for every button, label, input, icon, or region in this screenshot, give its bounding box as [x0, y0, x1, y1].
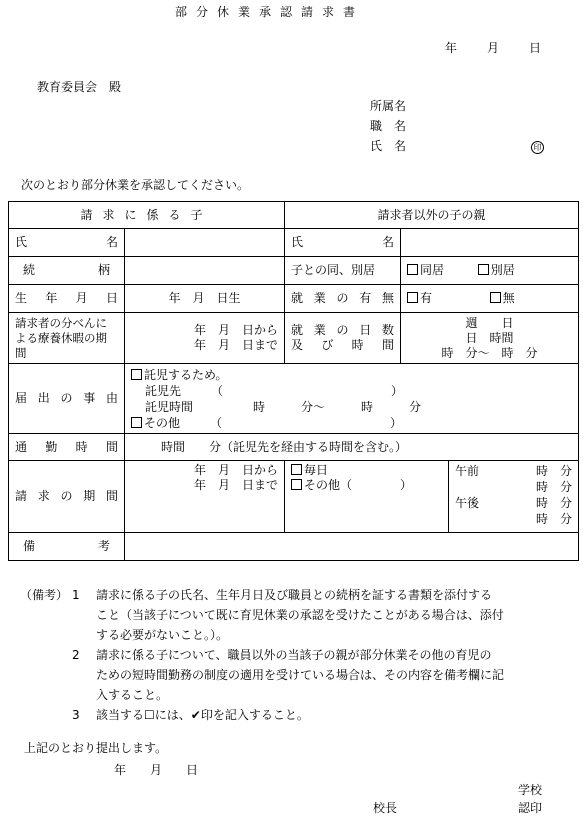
work-week: 週 日: [465, 315, 514, 330]
commute-field[interactable]: 時間 分（託児先を経由する時間を含む。）: [125, 434, 579, 461]
remarks-label: 備考: [9, 533, 125, 561]
care-to: 年 月 日まで: [194, 338, 279, 352]
workdays-label: [285, 313, 401, 364]
intro-text: 次のとおり部分休業を承認してください。: [21, 178, 250, 192]
employment-label: 就業の有無: [285, 285, 401, 313]
am-end: 時 分: [536, 480, 573, 494]
note-2-line3: 入すること。: [96, 688, 169, 702]
employment-options: [401, 285, 579, 313]
seal-icon: 印: [531, 141, 544, 154]
period-to: 年 月 日まで: [194, 478, 279, 492]
cohabit-checkbox[interactable]: [407, 264, 418, 275]
birthdate-field[interactable]: 年 月 日生: [125, 285, 285, 313]
notes-section: [20, 585, 580, 725]
care-from: 年 月 日から: [194, 323, 279, 337]
childcare-time[interactable]: 託児時間 時 分～ 時 分: [145, 399, 422, 414]
childcare-option: 託児するため。: [144, 367, 228, 382]
pm-label: 午後: [455, 496, 480, 510]
birthdate-label: 生年月日: [9, 285, 125, 313]
note-2-line1: 請求に係る子について、職員以外の当該子の親が部分休業その他の育児の: [96, 648, 492, 662]
other-reason-option[interactable]: その他 （ ）: [144, 415, 403, 430]
school-label: 学校: [518, 783, 543, 797]
submit-text: 上記のとおり提出します。: [24, 741, 168, 755]
employed-no-checkbox[interactable]: [490, 292, 501, 303]
document-title: 部分休業承認請求書: [175, 5, 365, 19]
name-label: 氏 名: [370, 139, 407, 153]
am-label: 午前: [455, 464, 480, 478]
period-options: [285, 461, 449, 533]
addressee: 教育委員会 殿: [37, 80, 122, 94]
period-from: 年 月 日から: [194, 463, 279, 477]
note-1-number: 1: [72, 588, 80, 602]
workdays-label-line2: 及び時間: [291, 338, 395, 352]
relationship-field[interactable]: [125, 257, 285, 285]
period-dates[interactable]: [125, 461, 285, 533]
header-date: 年 月 日: [445, 41, 544, 55]
workdays-field[interactable]: [401, 313, 579, 364]
cohabit-option-label: 同居: [420, 263, 445, 277]
employed-no-label: 無: [502, 291, 515, 305]
workdays-label-line1: 就業の日数: [291, 323, 395, 337]
parent-name-field[interactable]: [401, 229, 579, 257]
note-1-line3: する必要がないこと。）。: [96, 628, 229, 642]
period-label: 請求の期間: [9, 461, 125, 533]
childcare-checkbox[interactable]: [131, 369, 142, 380]
note-2-line2: ための短時間勤務の制度の適用を受けている場合は、その内容を備考欄に記: [96, 668, 505, 682]
other-parent-header: 請求者以外の子の親: [285, 202, 579, 229]
other-reason-checkbox[interactable]: [131, 417, 142, 428]
cohabit-options: [401, 257, 579, 285]
childcare-place[interactable]: 託児先 （ ）: [145, 383, 404, 398]
child-name-field[interactable]: [125, 229, 285, 257]
separate-option-label: 別居: [490, 263, 515, 277]
child-name-label: 氏名: [9, 229, 125, 257]
pm-start: 時 分: [536, 496, 573, 510]
affiliation-label: 所属名: [370, 99, 407, 113]
care-period-label: 請求者の分べんによる療養休暇の期間: [9, 313, 125, 364]
commute-label: 通勤時間: [9, 434, 125, 461]
employed-yes-checkbox[interactable]: [407, 292, 418, 303]
period-other-option[interactable]: その他（ ）: [304, 478, 413, 492]
work-time: 時 分～ 時 分: [441, 345, 538, 360]
separate-checkbox[interactable]: [478, 264, 489, 275]
note-1-line2: こと（当該子について既に育児休業の承認を受けたことがある場合は、添付: [96, 608, 504, 622]
reason-field: [125, 364, 579, 434]
child-header: 請求に係る子: [9, 202, 285, 229]
notes-lead: （備考）: [20, 588, 69, 602]
care-period-field[interactable]: [125, 313, 285, 364]
principal-label: 校長: [373, 801, 398, 815]
work-day: 日 時間: [465, 330, 514, 345]
pm-end: 時 分: [536, 512, 573, 526]
employed-yes-label: 有: [420, 291, 433, 305]
parent-name-label: 氏名: [285, 229, 401, 257]
daily-option: 毎日: [304, 463, 329, 477]
reason-label: 届出の事由: [9, 364, 125, 434]
am-start: 時 分: [536, 464, 573, 478]
note-1-line1: 請求に係る子の氏名、生年月日及び職員との続柄を証する書類を添付する: [96, 588, 493, 602]
note-3-text: 該当する☐には、✔印を記入すること。: [96, 708, 309, 722]
relationship-label: 続柄: [9, 257, 125, 285]
position-label: 職 名: [370, 119, 407, 133]
note-3-number: 3: [72, 708, 80, 722]
period-other-checkbox[interactable]: [291, 479, 302, 490]
daily-checkbox[interactable]: [291, 464, 302, 475]
footer-date: 年 月 日: [114, 763, 199, 777]
remarks-field[interactable]: [125, 533, 579, 561]
approval-seal-label: 認印: [518, 801, 543, 815]
cohabit-label: 子との同、別居: [285, 257, 401, 285]
note-2-number: 2: [72, 648, 80, 662]
period-times[interactable]: [449, 461, 579, 533]
request-form-table: [8, 201, 579, 561]
